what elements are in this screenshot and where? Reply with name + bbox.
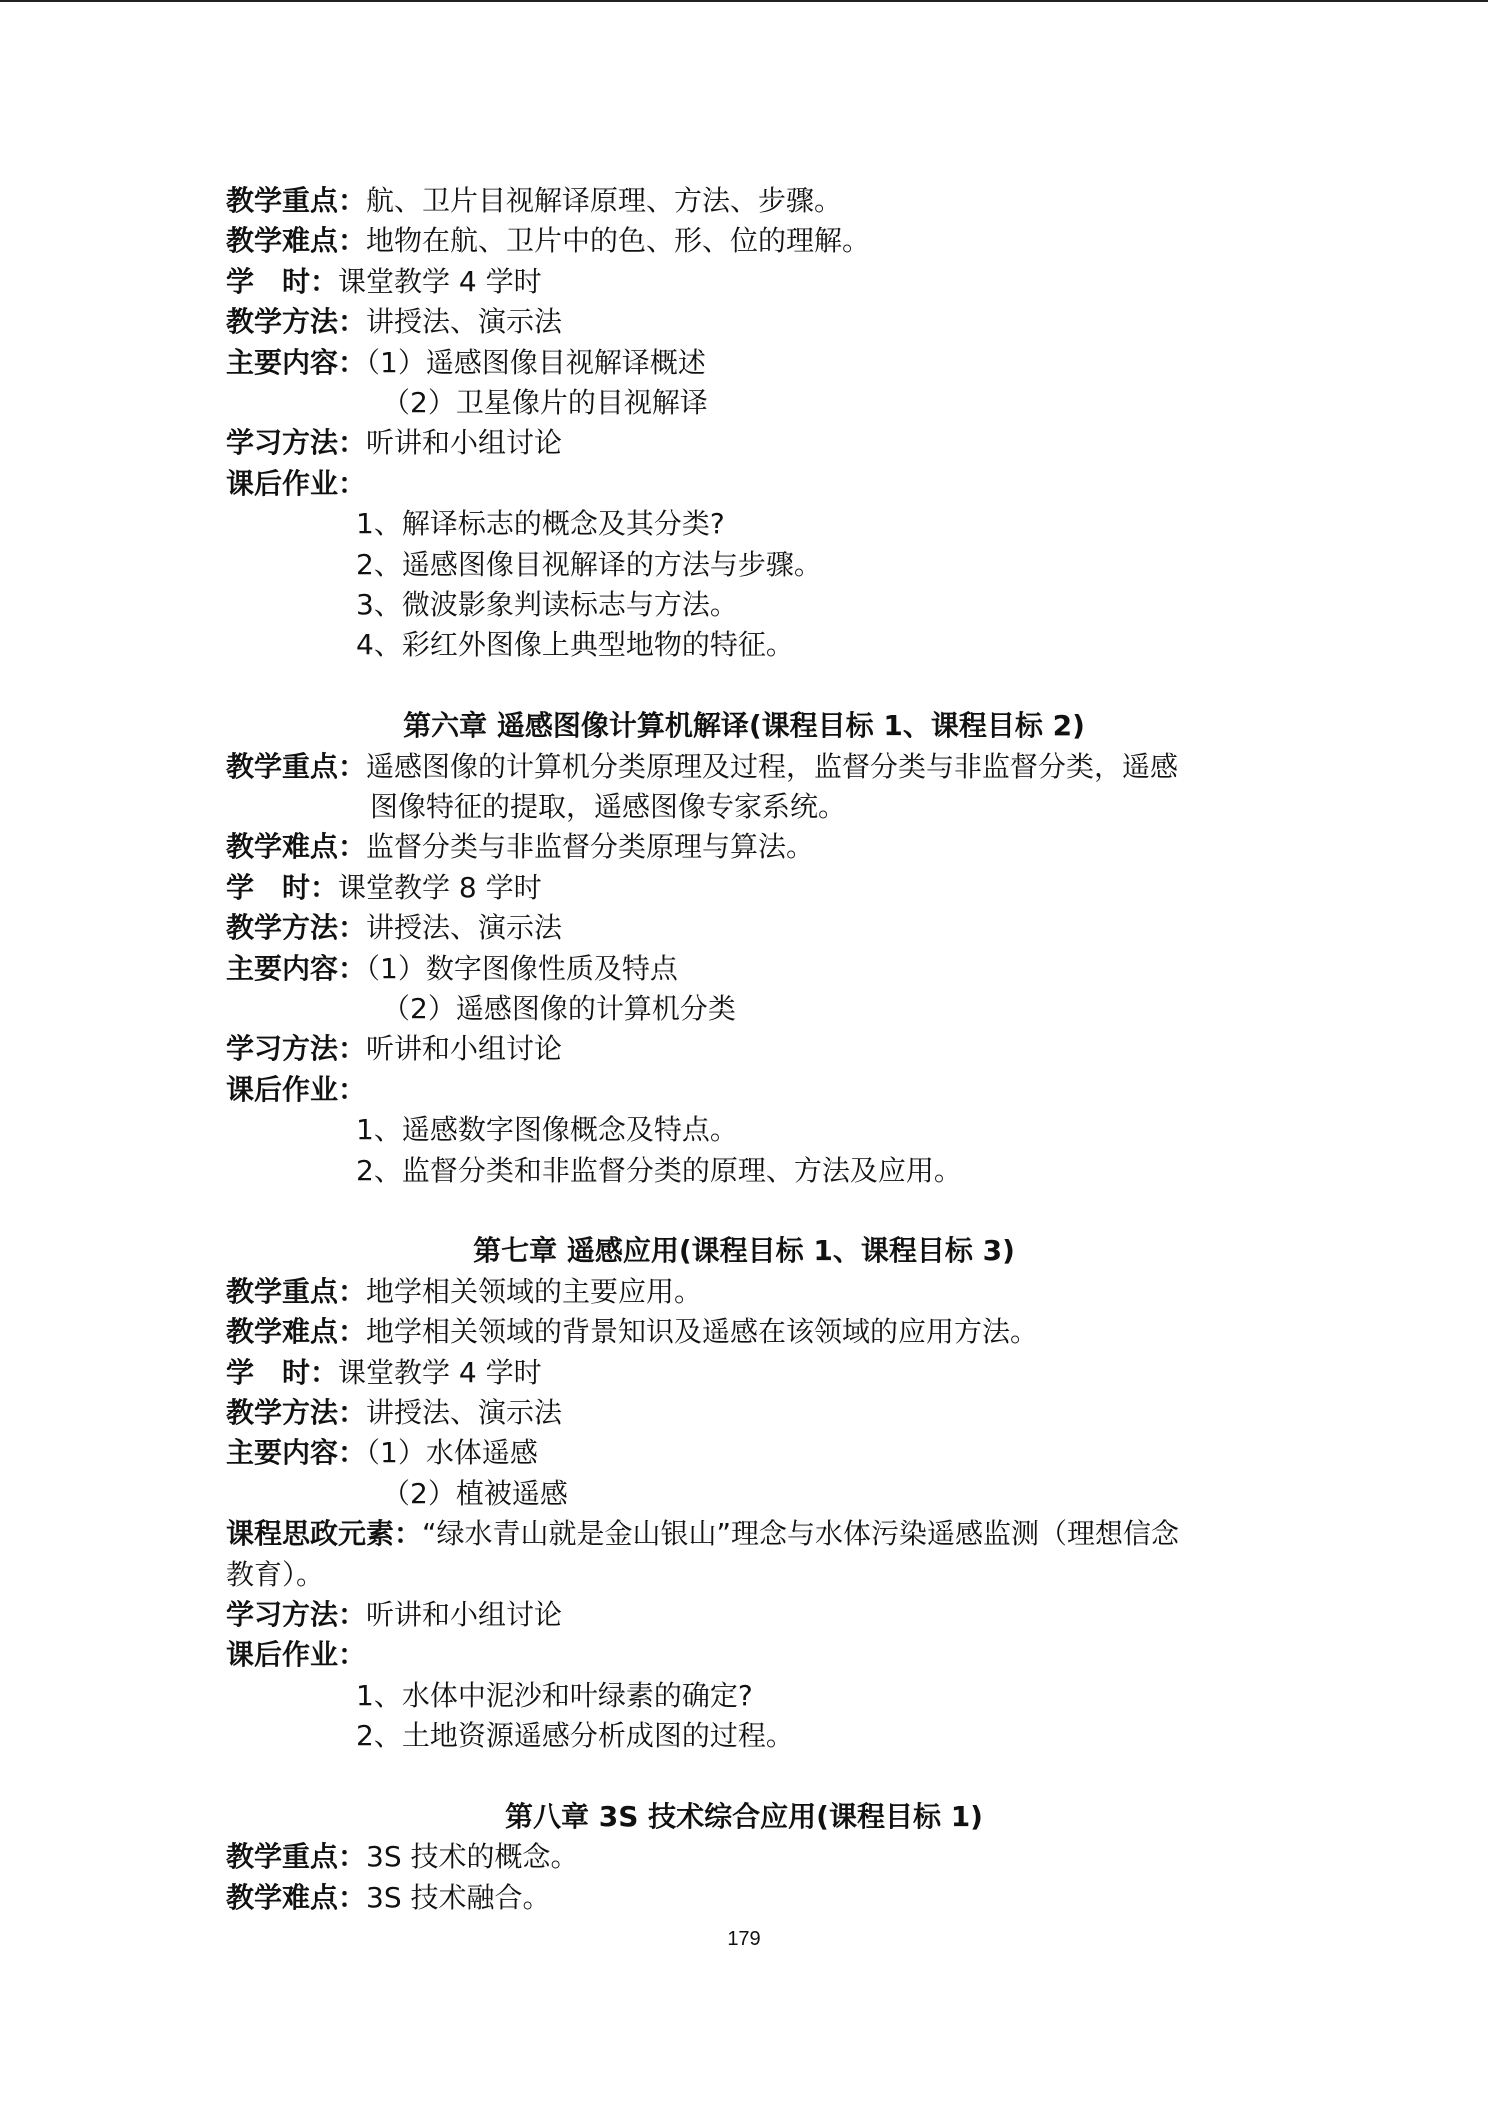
field-label: 教学重点： — [226, 184, 367, 217]
text-line — [226, 1355, 542, 1391]
text-line — [226, 1314, 1038, 1350]
text-line — [382, 991, 736, 1027]
field-value: 讲授法、演示法 — [366, 305, 563, 338]
text-line — [226, 1031, 562, 1067]
text-line — [226, 1597, 562, 1633]
text-line — [226, 910, 562, 946]
text-line — [382, 1476, 568, 1512]
field-value: 遥感图像的计算机分类原理及过程，监督分类与非监督分类，遥感 — [366, 750, 1179, 783]
text-line — [356, 506, 725, 542]
field-value: 讲授法、演示法 — [366, 1396, 563, 1429]
field-label: 课后作业： — [226, 467, 367, 500]
text-line — [356, 627, 794, 663]
field-value: 地学相关领域的主要应用。 — [366, 1275, 703, 1308]
field-value: 教育）。 — [226, 1558, 325, 1591]
field-value: （1）遥感图像目视解译概述 — [366, 346, 706, 379]
text-line — [356, 1112, 738, 1148]
text-line — [226, 951, 678, 987]
field-value: 讲授法、演示法 — [366, 911, 563, 944]
field-value: 图像特征的提取，遥感图像专家系统。 — [370, 790, 847, 823]
field-value: “绿水青山就是金山银山”理念与水体污染遥感监测（理想信念 — [422, 1517, 1180, 1550]
text-line — [226, 425, 562, 461]
text-line — [382, 385, 708, 421]
field-label: 教学方法： — [226, 305, 367, 338]
field-label: 课程思政元素： — [226, 1517, 423, 1550]
text-line — [356, 1153, 962, 1189]
field-label: 课后作业： — [226, 1073, 367, 1106]
field-label: 学 时： — [226, 871, 339, 904]
field-label: 教学方法： — [226, 911, 367, 944]
text-line — [370, 789, 846, 825]
field-value: 课堂教学 4 学时 — [338, 1356, 542, 1389]
text-line — [226, 749, 1178, 785]
text-line — [226, 1435, 538, 1471]
field-value: （2）遥感图像的计算机分类 — [382, 992, 736, 1025]
text-line — [226, 304, 562, 340]
field-value: （2）卫星像片的目视解译 — [382, 386, 708, 419]
field-value: （2）植被遥感 — [382, 1477, 568, 1510]
field-label: 学习方法： — [226, 1032, 367, 1065]
field-value: 2、监督分类和非监督分类的原理、方法及应用。 — [356, 1154, 962, 1187]
field-label: 教学难点： — [226, 830, 367, 863]
field-label: 学 时： — [226, 265, 339, 298]
top-border-line — [0, 0, 1488, 2]
text-line — [226, 1557, 324, 1593]
field-value: 课堂教学 4 学时 — [338, 265, 542, 298]
field-value: （1）数字图像性质及特点 — [366, 952, 678, 985]
field-value: 1、水体中泥沙和叶绿素的确定? — [356, 1679, 753, 1712]
field-label: 课后作业： — [226, 1638, 367, 1671]
text-line — [356, 587, 738, 623]
text-line — [226, 870, 542, 906]
field-label: 主要内容： — [226, 1436, 367, 1469]
field-label: 教学难点： — [226, 1881, 367, 1914]
text-line — [356, 547, 822, 583]
text-line — [356, 1678, 753, 1714]
field-value: 1、遥感数字图像概念及特点。 — [356, 1113, 738, 1146]
text-line — [226, 223, 870, 259]
text-line — [226, 345, 706, 381]
text-line — [226, 1880, 551, 1916]
field-value: 航、卫片目视解译原理、方法、步骤。 — [366, 184, 843, 217]
field-value: 4、彩红外图像上典型地物的特征。 — [356, 628, 794, 661]
text-line — [226, 264, 542, 300]
field-value: 3S 技术的概念。 — [366, 1840, 579, 1873]
field-label: 学习方法： — [226, 1598, 367, 1631]
field-value: 2、土地资源遥感分析成图的过程。 — [356, 1719, 794, 1752]
field-value: 3S 技术融合。 — [366, 1881, 551, 1914]
field-value: 听讲和小组讨论 — [366, 426, 563, 459]
field-label: 教学难点： — [226, 224, 367, 257]
text-line — [356, 1718, 794, 1754]
text-line — [226, 1637, 366, 1673]
field-label: 教学重点： — [226, 750, 367, 783]
field-value: 3、微波影象判读标志与方法。 — [356, 588, 738, 621]
chapter-heading: 第六章 遥感图像计算机解译(课程目标 1、课程目标 2) — [403, 709, 1085, 742]
field-label: 教学重点： — [226, 1275, 367, 1308]
text-line — [226, 829, 814, 865]
text-line — [226, 183, 842, 219]
chapter-heading: 第七章 遥感应用(课程目标 1、课程目标 3) — [473, 1234, 1015, 1267]
field-label: 学 时： — [226, 1356, 339, 1389]
field-value: 监督分类与非监督分类原理与算法。 — [366, 830, 815, 863]
field-value: 听讲和小组讨论 — [366, 1032, 563, 1065]
text-line — [226, 1395, 562, 1431]
field-value: 听讲和小组讨论 — [366, 1598, 563, 1631]
field-value: 1、解译标志的概念及其分类? — [356, 507, 725, 540]
text-line — [226, 466, 366, 502]
chapter-heading: 第八章 3S 技术综合应用(课程目标 1) — [505, 1800, 983, 1833]
field-value: （1）水体遥感 — [366, 1436, 538, 1469]
field-label: 教学方法： — [226, 1396, 367, 1429]
text-line — [226, 1274, 702, 1310]
field-label: 教学难点： — [226, 1315, 367, 1348]
text-line — [226, 1516, 1179, 1552]
field-value: 课堂教学 8 学时 — [338, 871, 542, 904]
field-label: 主要内容： — [226, 346, 367, 379]
field-value: 地物在航、卫片中的色、形、位的理解。 — [366, 224, 871, 257]
field-value: 2、遥感图像目视解译的方法与步骤。 — [356, 548, 822, 581]
field-value: 地学相关领域的背景知识及遥感在该领域的应用方法。 — [366, 1315, 1039, 1348]
text-line — [226, 1839, 579, 1875]
field-label: 学习方法： — [226, 426, 367, 459]
field-label: 主要内容： — [226, 952, 367, 985]
field-label: 教学重点： — [226, 1840, 367, 1873]
text-line — [226, 1072, 366, 1108]
page-number: 179 — [727, 1928, 761, 1950]
